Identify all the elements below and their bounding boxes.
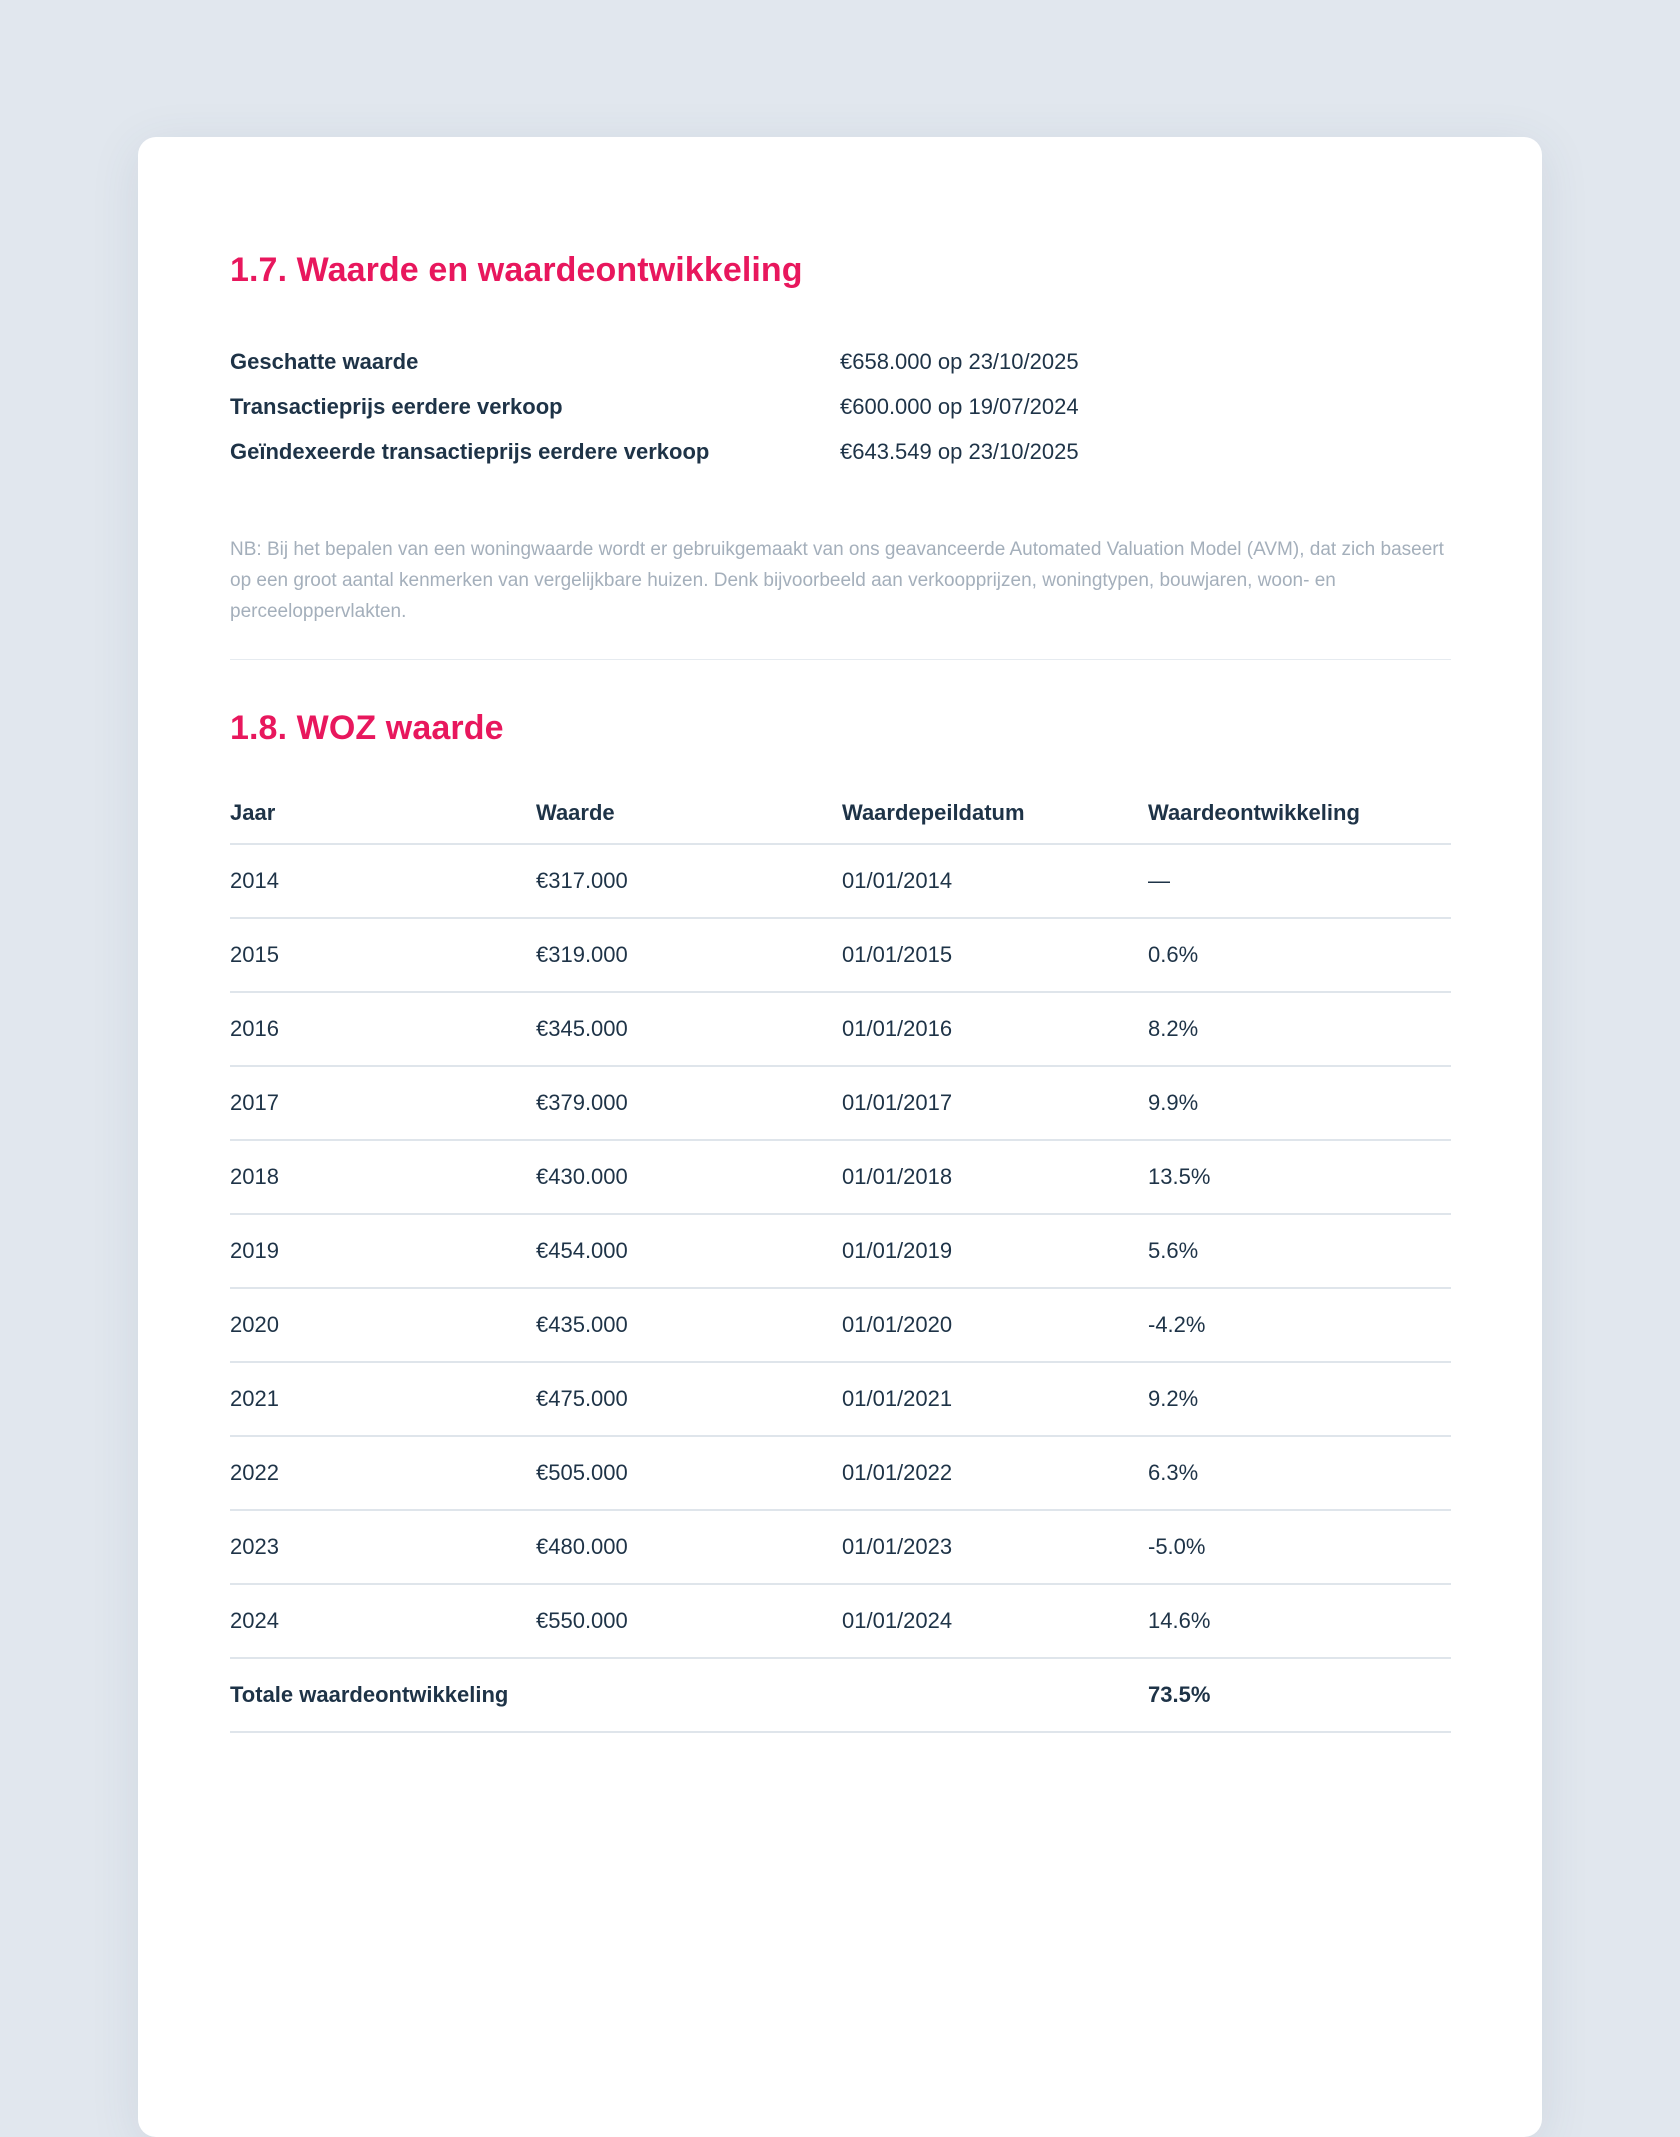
cell-year: 2018: [230, 1140, 536, 1214]
value-amount: €643.549 op 23/10/2025: [840, 438, 1079, 464]
section-divider: [230, 659, 1451, 660]
header-waarde: Waarde: [536, 783, 842, 844]
value-summary: [230, 339, 1451, 474]
cell-date: 01/01/2014: [842, 844, 1148, 918]
table-row: [230, 918, 1451, 992]
cell-year: 2023: [230, 1510, 536, 1584]
cell-year: 2014: [230, 844, 536, 918]
cell-year: 2016: [230, 992, 536, 1066]
table-row: [230, 844, 1451, 918]
value-label: Transactieprijs eerdere verkoop: [230, 393, 563, 419]
table-row: [230, 1140, 1451, 1214]
cell-value: €505.000: [536, 1436, 842, 1510]
cell-date: 01/01/2023: [842, 1510, 1148, 1584]
cell-change: 13.5%: [1148, 1140, 1451, 1214]
cell-value: €319.000: [536, 918, 842, 992]
table-row: [230, 992, 1451, 1066]
cell-date: 01/01/2024: [842, 1584, 1148, 1658]
avm-note: NB: Bij het bepalen van een woningwaarde wordt er gebruikgemaakt van ons geavanceerde Automated Valuation Model (AVM), dat zich baseert op een groot aantal kenmerken van vergelijkbare huizen. Denk bijvoorbeeld aan verkoopprijzen, woningtypen, bouwjaren, woon- en perceeloppervlakten.: [230, 539, 1444, 622]
value-amount: €658.000 op 23/10/2025: [840, 348, 1079, 374]
cell-value: €379.000: [536, 1066, 842, 1140]
report-card: [138, 137, 1542, 2137]
cell-value: €435.000: [536, 1288, 842, 1362]
value-label: Geschatte waarde: [230, 348, 419, 374]
cell-date: 01/01/2015: [842, 918, 1148, 992]
table-row: [230, 1584, 1451, 1658]
cell-date: 01/01/2018: [842, 1140, 1148, 1214]
cell-date: 01/01/2020: [842, 1288, 1148, 1362]
header-ontwikkeling: Waardeontwikkeling: [1148, 783, 1451, 844]
cell-year: 2019: [230, 1214, 536, 1288]
cell-change: 8.2%: [1148, 992, 1451, 1066]
total-label: Totale waardeontwikkeling: [230, 1658, 1148, 1732]
cell-value: €430.000: [536, 1140, 842, 1214]
cell-date: 01/01/2016: [842, 992, 1148, 1066]
cell-value: €550.000: [536, 1584, 842, 1658]
table-row: [230, 1066, 1451, 1140]
cell-change: 9.2%: [1148, 1362, 1451, 1436]
cell-date: 01/01/2017: [842, 1066, 1148, 1140]
total-value: 73.5%: [1148, 1658, 1451, 1732]
cell-change: -4.2%: [1148, 1288, 1451, 1362]
cell-year: 2024: [230, 1584, 536, 1658]
header-peildatum: Waardepeildatum: [842, 783, 1148, 844]
table-row: [230, 1510, 1451, 1584]
cell-year: 2020: [230, 1288, 536, 1362]
woz-table: [230, 783, 1451, 1733]
table-row: [230, 1436, 1451, 1510]
header-jaar: Jaar: [230, 783, 536, 844]
cell-change: —: [1148, 844, 1451, 918]
cell-value: €475.000: [536, 1362, 842, 1436]
section-title-waarde: 1.7. Waarde en waardeontwikkeling: [230, 251, 803, 289]
section-title-woz: 1.8. WOZ waarde: [230, 709, 504, 747]
cell-year: 2021: [230, 1362, 536, 1436]
cell-year: 2017: [230, 1066, 536, 1140]
table-row: [230, 1214, 1451, 1288]
cell-date: 01/01/2019: [842, 1214, 1148, 1288]
cell-year: 2022: [230, 1436, 536, 1510]
value-row: [230, 384, 1451, 429]
value-row: [230, 429, 1451, 474]
cell-change: 5.6%: [1148, 1214, 1451, 1288]
value-amount: €600.000 op 19/07/2024: [840, 393, 1079, 419]
table-row: [230, 1362, 1451, 1436]
cell-year: 2015: [230, 918, 536, 992]
cell-value: €480.000: [536, 1510, 842, 1584]
value-label: Geïndexeerde transactieprijs eerdere verkoop: [230, 438, 710, 464]
cell-value: €317.000: [536, 844, 842, 918]
value-row: [230, 339, 1451, 384]
cell-change: -5.0%: [1148, 1510, 1451, 1584]
cell-value: €454.000: [536, 1214, 842, 1288]
cell-value: €345.000: [536, 992, 842, 1066]
cell-change: 6.3%: [1148, 1436, 1451, 1510]
woz-header-row: [230, 783, 1451, 844]
cell-date: 01/01/2021: [842, 1362, 1148, 1436]
cell-change: 0.6%: [1148, 918, 1451, 992]
cell-date: 01/01/2022: [842, 1436, 1148, 1510]
cell-change: 14.6%: [1148, 1584, 1451, 1658]
total-row: [230, 1658, 1451, 1732]
cell-change: 9.9%: [1148, 1066, 1451, 1140]
table-row: [230, 1288, 1451, 1362]
